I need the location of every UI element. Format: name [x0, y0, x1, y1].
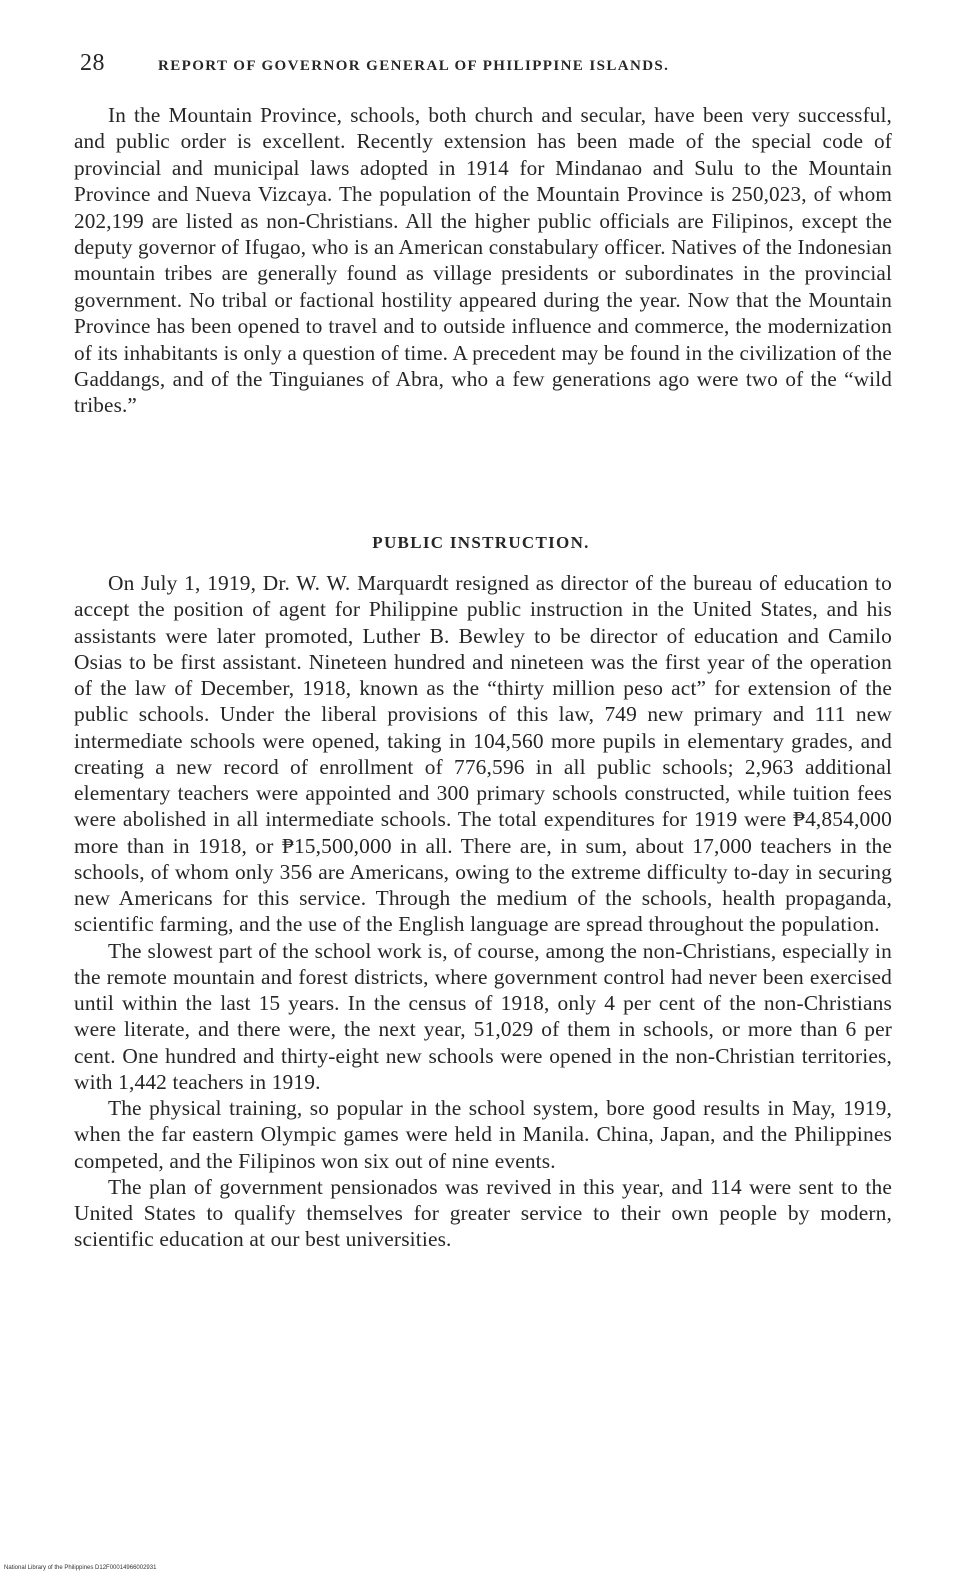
body-paragraph: On July 1, 1919, Dr. W. W. Marquardt resigned as director of the bureau of education to accept the position of agent for Philippine public instruction in the United States, and his assistants were later promoted, Luther B. Bewley to be director of education and Camilo Osias to be first assistant. Nineteen hundred and nineteen was the first year of the operation of the law of December, 1918, known as the “thirty million peso act” for extension of the public schools. Under the liberal provisions of this law, 749 new primary and 111 new intermediate schools were opened, taking in 104,560 more pupils in elementary grades, and creating a new record of enrollment of 776,596 in all public schools; 2,963 additional elementary teachers were appointed and 300 primary schools constructed, while tuition fees were abolished in all intermediate schools. The total expenditures for 1919 were ₱4,854,000 more than in 1918, or ₱15,500,000 in all. There are, in sum, about 17,000 teachers in the schools, of whom only 356 are Americans, owing to the extreme difficulty to-day in securing new Americans for this service. Through the medium of the schools, health propaganda, scientific farming, and the use of the English language are spread throughout the population. [74, 571, 892, 937]
mountain-province-section [74, 102, 892, 419]
running-head [80, 50, 825, 82]
public-instruction-section [74, 570, 892, 1253]
body-paragraph: The physical training, so popular in the school system, bore good results in May, 1919, when the far eastern Olympic games were held in Manila. China, Japan, and the Philippines competed, and the Filipinos won six out of nine events. [74, 1096, 892, 1173]
body-paragraph: The slowest part of the school work is, of course, among the non-Christians, especially in the remote mountain and forest districts, where government control had never been exercised until within the last 15 years. In the census of 1918, only 4 per cent of the non-Christians were literate, and there were, the next year, 51,029 of them in schools, or more than 6 per cent. One hundred and thirty-eight new schools were opened in the non-Christian territories, with 1,442 teachers in 1919. [74, 938, 892, 1094]
body-paragraph: In the Mountain Province, schools, both church and secular, have been very successful, and public order is excellent. Recently extension has been made of the special code of provincial and municipal laws adopted in 1914 for Mindanao and Sulu to the Mountain Province and Nueva Vizcaya. The population of the Mountain Province is 250,023, of whom 202,199 are listed as non-Christians. All the higher public officials are Filipinos, except the deputy governor of Ifugao, who is an American constabulary officer. Natives of the Indonesian mountain tribes are generally found as village presidents or subordinates in the provincial government. No tribal or factional hostility appeared during the year. Now that the Mountain Province has been opened to travel and to outside influence and commerce, the modernization of its inhabitants is only a question of time. A precedent may be found in the civilization of the Gaddangs, and of the Tinguianes of Abra, who a few generations ago were two of the “wild tribes.” [74, 103, 892, 418]
running-head-title: REPORT OF GOVERNOR GENERAL OF PHILIPPINE ISLANDS. [158, 58, 670, 74]
body-paragraph: The plan of government pensionados was revived in this year, and 114 were sent to the United States to qualify themselves for greater service to their own people by modern, scientific education at our best universities. [74, 1174, 892, 1252]
footer-credit: National Library of the Philippines D12F00014966002931 [4, 1565, 157, 1571]
section-heading: PUBLIC INSTRUCTION. [372, 533, 590, 552]
page-number: 28 [80, 50, 105, 76]
